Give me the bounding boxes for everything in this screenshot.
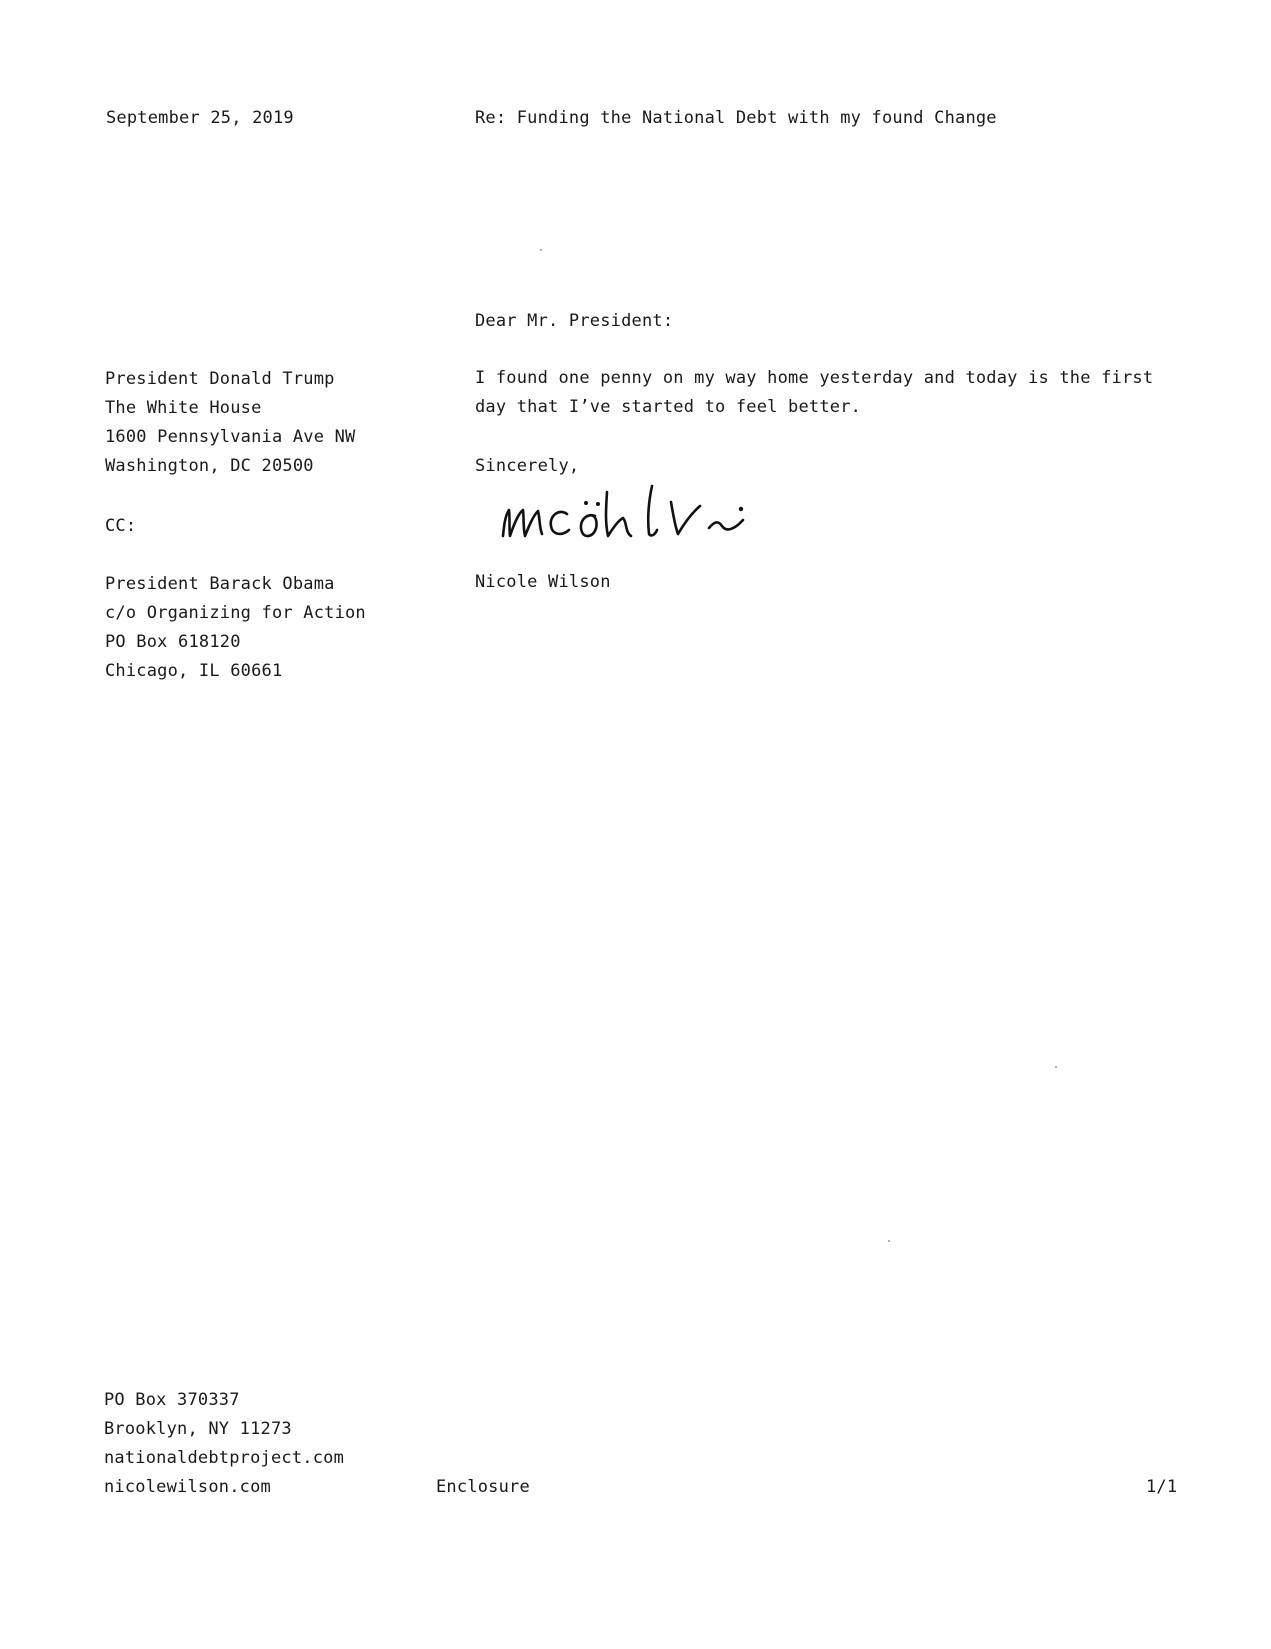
body-line: I found one penny on my way home yesterday and today is the first bbox=[475, 368, 1154, 388]
cc-address bbox=[105, 570, 366, 686]
recipient-line: The White House bbox=[105, 398, 262, 418]
sender-line: Brooklyn, NY 11273 bbox=[104, 1419, 292, 1439]
cc-line: c/o Organizing for Action bbox=[105, 603, 366, 623]
closing: Sincerely, bbox=[475, 456, 580, 476]
scan-speck bbox=[1055, 1066, 1057, 1068]
letter-date: September 25, 2019 bbox=[106, 108, 294, 128]
sender-website: nicolewilson.com bbox=[104, 1477, 271, 1497]
cc-label: CC: bbox=[105, 516, 137, 536]
enclosure-note: Enclosure bbox=[436, 1477, 530, 1497]
sender-website: nationaldebtproject.com bbox=[104, 1448, 345, 1468]
recipient-line: Washington, DC 20500 bbox=[105, 456, 314, 476]
scan-speck bbox=[888, 1240, 890, 1242]
letter-body bbox=[475, 364, 1153, 422]
signer-name: Nicole Wilson bbox=[475, 572, 611, 592]
recipient-line: 1600 Pennsylvania Ave NW bbox=[105, 427, 356, 447]
recipient-name: President Donald Trump bbox=[105, 369, 335, 389]
sender-line: PO Box 370337 bbox=[104, 1390, 240, 1410]
salutation: Dear Mr. President: bbox=[475, 311, 674, 331]
sender-address bbox=[104, 1386, 344, 1502]
scan-speck bbox=[540, 249, 542, 251]
handwritten-signature bbox=[495, 482, 770, 544]
body-line: day that I’ve started to feel better. bbox=[475, 397, 862, 417]
page-number: 1/1 bbox=[1146, 1477, 1178, 1497]
cc-line: PO Box 618120 bbox=[105, 632, 241, 652]
recipient-address bbox=[105, 365, 355, 481]
cc-name: President Barack Obama bbox=[105, 574, 335, 594]
subject-line: Re: Funding the National Debt with my found Change bbox=[475, 108, 997, 128]
cc-line: Chicago, IL 60661 bbox=[105, 661, 283, 681]
